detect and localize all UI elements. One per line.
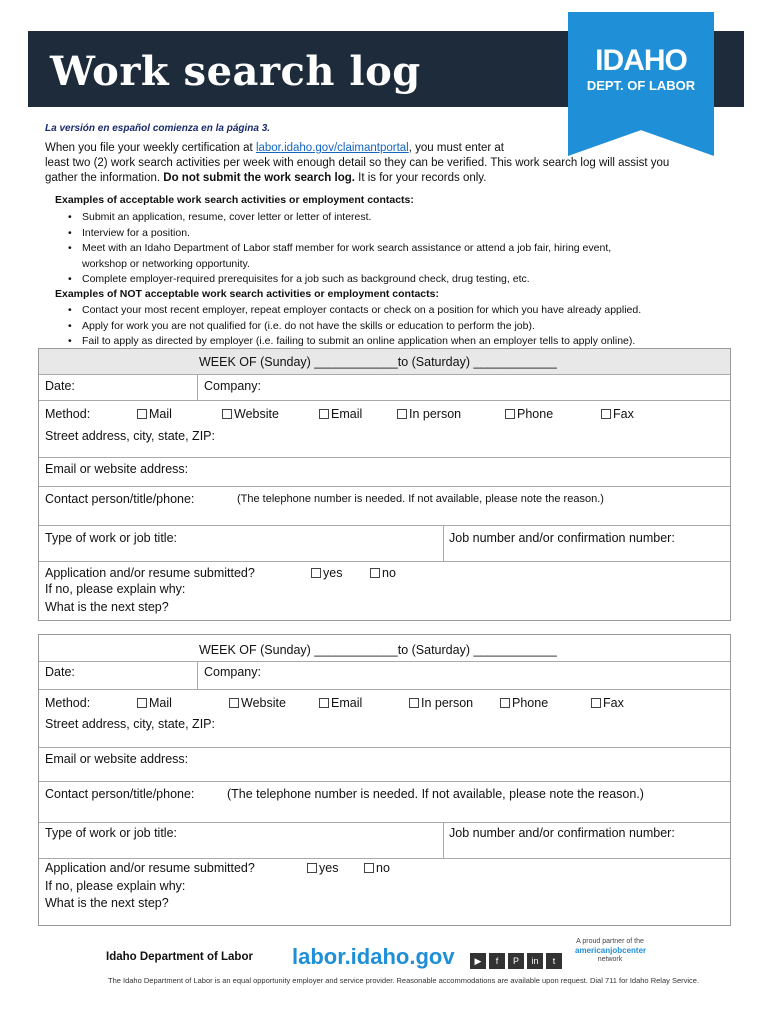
divider	[39, 858, 730, 859]
page-title: Work search log	[50, 48, 421, 95]
divider	[197, 374, 198, 400]
email-website-field[interactable]: Email or website address:	[45, 752, 189, 766]
method-label: Method:	[45, 407, 91, 421]
application-submitted-label: Application and/or resume submitted?	[45, 566, 255, 580]
job-title-field[interactable]: Type of work or job title:	[45, 531, 178, 545]
divider	[39, 561, 730, 562]
divider	[197, 661, 198, 689]
address-field[interactable]: Street address, city, state, ZIP:	[45, 429, 215, 443]
divider	[39, 689, 730, 690]
method-mail-checkbox[interactable]: Mail	[137, 696, 172, 710]
method-fax-checkbox[interactable]: Fax	[591, 696, 624, 710]
method-in-person-checkbox[interactable]: In person	[397, 407, 461, 421]
list-item: • Meet with an Idaho Department of Labor staff member for work search assistance or attend a job fair, hiring event,	[68, 241, 728, 257]
application-no-checkbox[interactable]: no	[370, 566, 396, 580]
claimant-portal-link[interactable]: labor.idaho.gov/claimantportal	[255, 142, 409, 154]
contact-person-field[interactable]: Contact person/title/phone:	[45, 492, 195, 506]
divider	[39, 781, 730, 782]
method-phone-checkbox[interactable]: Phone	[500, 696, 548, 710]
week-of-label: WEEK OF (Sunday) ____________to (Saturday) ____________	[199, 355, 557, 369]
list-item-continuation: workshop or networking opportunity.	[82, 257, 250, 270]
job-number-field[interactable]: Job number and/or confirmation number:	[449, 531, 675, 545]
list-item: • Complete employer-required prerequisites for a job such as background check, drug testing, etc.	[68, 272, 728, 288]
divider	[39, 457, 730, 458]
method-email-checkbox[interactable]: Email	[319, 696, 362, 710]
date-label: Date:	[45, 665, 75, 679]
twitter-icon[interactable]: t	[546, 953, 562, 969]
work-search-entry-2	[38, 634, 731, 926]
company-label: Company:	[204, 379, 261, 393]
email-website-field[interactable]: Email or website address:	[45, 462, 189, 476]
address-field[interactable]: Street address, city, state, ZIP:	[45, 717, 215, 731]
list-item: • Interview for a position.	[68, 226, 728, 242]
acceptable-heading: Examples of acceptable work search activities or employment contacts:	[55, 194, 414, 206]
linkedin-icon[interactable]: in	[527, 953, 543, 969]
contact-note: (The telephone number is needed. If not available, please note the reason.)	[227, 787, 644, 801]
divider	[39, 661, 730, 662]
youtube-icon[interactable]: ▶	[470, 953, 486, 969]
explain-why-field[interactable]: If no, please explain why:	[45, 879, 186, 893]
method-email-checkbox[interactable]: Email	[319, 407, 362, 421]
divider	[443, 525, 444, 561]
company-label: Company:	[204, 665, 261, 679]
application-yes-checkbox[interactable]: yes	[311, 566, 342, 580]
eeo-statement: The Idaho Department of Labor is an equal opportunity employer and service provider. Reasonable accommodations are available upon request. Dial 711 for Idaho Relay Service.	[108, 976, 700, 985]
divider	[39, 486, 730, 487]
divider	[39, 525, 730, 526]
job-title-field[interactable]: Type of work or job title:	[45, 826, 178, 840]
spanish-version-note: La versión en español comienza en la página 3.	[45, 123, 271, 134]
divider	[39, 747, 730, 748]
contact-note: (The telephone number is needed. If not available, please note the reason.)	[237, 493, 604, 505]
method-fax-checkbox[interactable]: Fax	[601, 407, 634, 421]
divider	[39, 400, 730, 401]
not-acceptable-heading: Examples of NOT acceptable work search activities or employment contacts:	[55, 288, 439, 300]
divider	[39, 374, 730, 375]
application-yes-checkbox[interactable]: yes	[307, 861, 338, 875]
footer-dept-name: Idaho Department of Labor	[106, 951, 253, 963]
logo-dept-text: DEPT. OF LABOR	[586, 78, 696, 93]
method-label: Method:	[45, 696, 91, 710]
intro-line-2: least two (2) work search activities per week with enough detail so they can be verified. This work search log will assist you	[45, 157, 670, 169]
date-label: Date:	[45, 379, 75, 393]
intro-line-3: gather the information. Do not submit the work search log. It is for your records only.	[45, 172, 487, 184]
divider	[39, 822, 730, 823]
divider	[443, 822, 444, 858]
method-mail-checkbox[interactable]: Mail	[137, 407, 172, 421]
method-phone-checkbox[interactable]: Phone	[505, 407, 553, 421]
list-item: • Contact your most recent employer, repeat employer contacts or check on a position for which you have already applied.	[68, 303, 728, 319]
job-number-field[interactable]: Job number and/or confirmation number:	[449, 826, 675, 840]
acceptable-list	[68, 210, 728, 288]
method-website-checkbox[interactable]: Website	[222, 407, 279, 421]
next-step-field[interactable]: What is the next step?	[45, 896, 169, 910]
work-search-entry-1	[38, 348, 731, 621]
logo-idaho-text: IDAHO	[595, 44, 687, 77]
application-no-checkbox[interactable]: no	[364, 861, 390, 875]
method-in-person-checkbox[interactable]: In person	[409, 696, 473, 710]
list-item: • Submit an application, resume, cover letter or letter of interest.	[68, 210, 728, 226]
facebook-icon[interactable]: f	[489, 953, 505, 969]
week-of-label: WEEK OF (Sunday) ____________to (Saturday) ____________	[199, 643, 557, 657]
not-acceptable-list	[68, 303, 728, 350]
intro-line-1: When you file your weekly certification at labor.idaho.gov/claimantportal, you must enter at	[45, 142, 504, 154]
list-item: • Apply for work you are not qualified for (i.e. do not have the skills or education to perform the job).	[68, 319, 728, 335]
next-step-field[interactable]: What is the next step?	[45, 600, 169, 614]
social-icons	[470, 951, 565, 969]
explain-why-field[interactable]: If no, please explain why:	[45, 582, 186, 596]
contact-person-field[interactable]: Contact person/title/phone:	[45, 787, 195, 801]
application-submitted-label: Application and/or resume submitted?	[45, 861, 255, 875]
list-item: • Fail to apply as directed by employer (i.e. failing to submit an online application when an employer tells to apply online).	[68, 334, 728, 350]
american-job-center-logo: A proud partner of the americanjobcenter network	[575, 938, 647, 963]
footer-website-link[interactable]: labor.idaho.gov	[292, 944, 455, 969]
pinterest-icon[interactable]: P	[508, 953, 524, 969]
method-website-checkbox[interactable]: Website	[229, 696, 286, 710]
